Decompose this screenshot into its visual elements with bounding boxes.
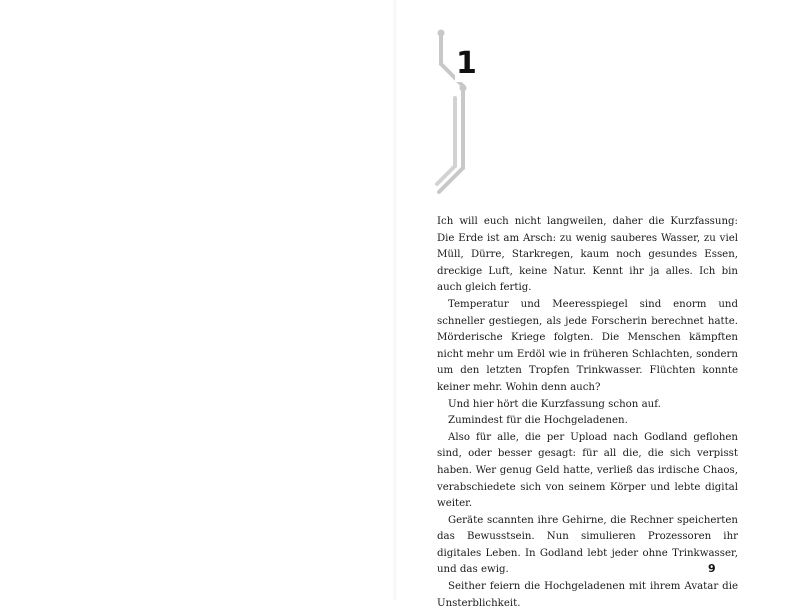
paragraph: Und hier hört die Kurzfassung schon auf.: [448, 398, 661, 410]
paragraph: Also für alle, die per Upload nach Godland geflohen sind, oder besser gesagt: für all die, die sich verpisst haben. Wer genug Geld hatte, verließ das irdische Chaos, verabschiedete sich von seinem Körper und lebte digital weiter.: [437, 431, 738, 510]
paragraph: Zumindest für die Hochgeladenen.: [448, 415, 628, 427]
page-number: 9: [708, 562, 716, 575]
page-gutter: [392, 0, 398, 600]
left-page-blank: [0, 0, 394, 600]
paragraph: Ich will euch nicht langweilen, daher die Kurzfassung: Die Erde ist am Arsch: zu wenig sauberes Wasser, zu viel Müll, Dürre, Starkregen, kaum noch gesundes Essen, dreckige Luft, keine Natur. Kennt ihr ja alles. Ich bin auch gleich fertig.: [437, 216, 738, 294]
paragraph: Seither feiern die Hochgeladenen mit ihrem Avatar die Unsterblichkeit.: [437, 581, 738, 609]
chapter-body-text: [437, 214, 738, 612]
paragraph: Temperatur und Meeresspiegel sind enorm und schneller gestiegen, als jede Forscherin berechnet hatte. Mörderische Kriege folgten. Die Menschen kämpften nicht mehr um Erdöl wie in früheren Schlachten, sondern um den letzten Tropfen Trinkwasser. Flüchten konnte keiner mehr. Wohin denn auch?: [437, 298, 738, 393]
paragraph: Geräte scannten ihre Gehirne, die Rechner speicherten das Bewusstsein. Nun simulieren Prozessoren ihr digitales Leben. In Godland lebt jeder ohne Trinkwasser, und das ewig.: [437, 514, 738, 576]
chapter-number: 1: [456, 46, 477, 81]
